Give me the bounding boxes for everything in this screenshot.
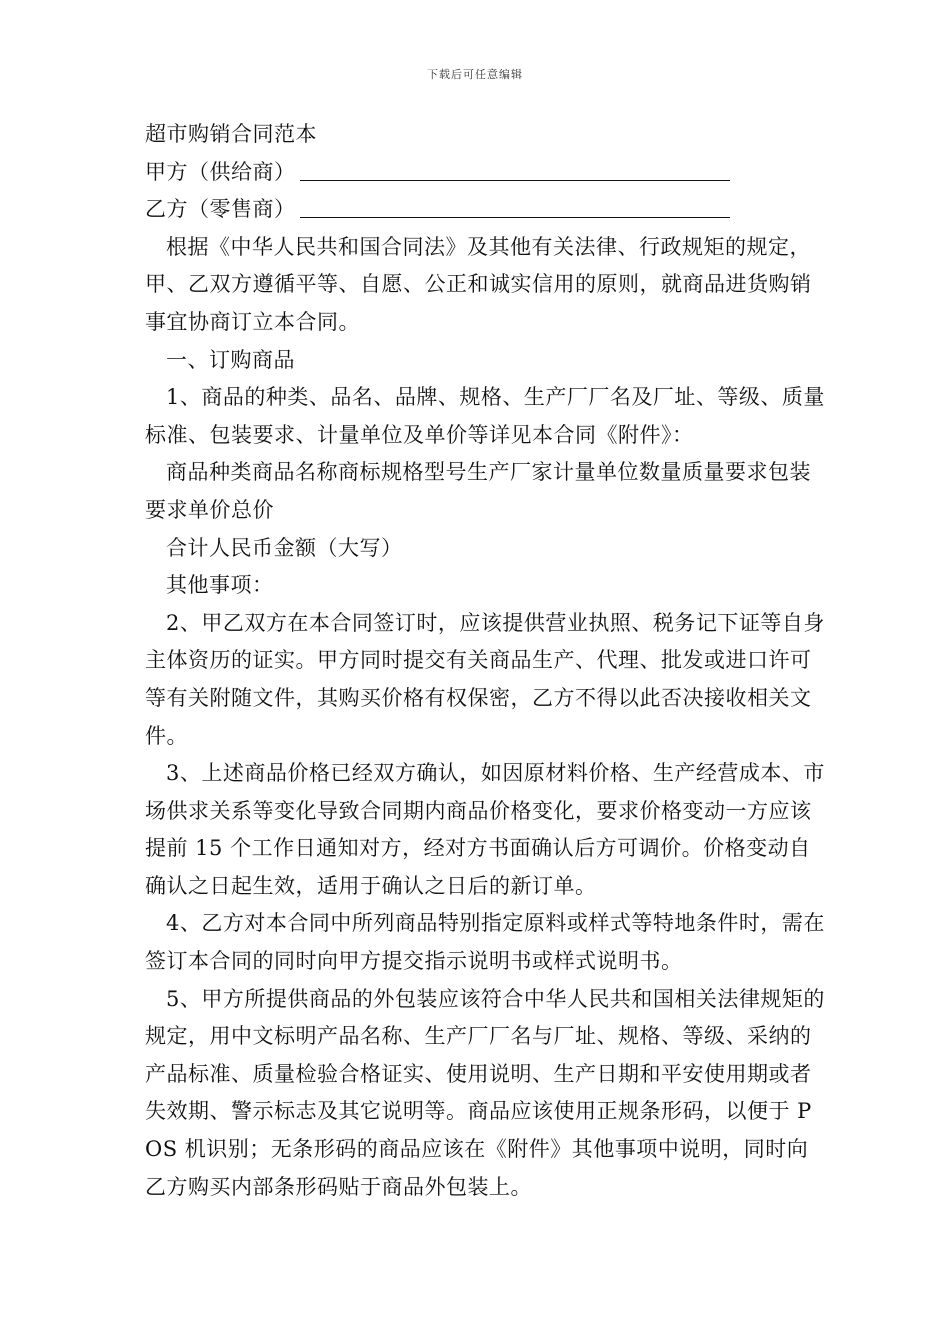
clause-1: 1、商品的种类、品名、品牌、规格、生产厂厂名及厂址、等级、质量标准、包装要求、计量单位及单价等详见本合同《附件》：	[145, 385, 825, 447]
other-items-line: 其他事项：	[166, 573, 274, 598]
table-columns-text: 商品种类商品名称商标规格型号生产厂家计量单位数量质量要求包装要求单价总价	[145, 460, 811, 522]
party-b-label: 乙方（零售商）	[145, 197, 296, 222]
party-b-line	[145, 191, 825, 229]
party-b-blank	[300, 195, 730, 218]
clause-2: 2、甲乙双方在本合同签订时，应该提供营业执照、税务记下证等自身主体资历的证实。甲方同时提交有关商品生产、代理、批发或进口许可等有关附随文件，其购买价格有权保密，乙方不得以此否决接收相关文件。	[145, 610, 825, 748]
document-title: 超市购销合同范本	[145, 122, 317, 146]
document-body	[145, 116, 825, 1206]
page-header: 下载后可任意编辑	[427, 68, 523, 81]
clause-3: 3、上述商品价格已经双方确认，如因原材料价格、生产经营成本、市场供求关系等变化导致合同期内商品价格变化，要求价格变动一方应该提前 15 个工作日通知对方，经对方书面确认后方可调价。价格变动自确认之日起生效，适用于确认之日后的新订单。	[145, 761, 825, 898]
section-heading: 一、订购商品	[166, 347, 295, 372]
party-a-line	[145, 154, 825, 192]
party-a-blank	[300, 158, 730, 181]
clause-4: 4、乙方对本合同中所列商品特别指定原料或样式等特地条件时，需在签订本合同的同时向甲方提交指示说明书或样式说明书。	[145, 911, 825, 974]
intro-paragraph: 根据《中华人民共和国合同法》及其他有关法律、行政规矩的规定，甲、乙双方遵循平等、自愿、公正和诚实信用的原则，就商品进货购销事宜协商订立本合同。	[145, 234, 812, 334]
party-a-label: 甲方（供给商）	[145, 159, 296, 184]
clause-5: 5、甲方所提供商品的外包装应该符合中华人民共和国相关法律规矩的规定，用中文标明产品名称、生产厂厂名与厂址、规格、等级、采纳的产品标准、质量检验合格证实、使用说明、生产日期和平安使用期或者失效期、警示标志及其它说明等。商品应该使用正规条形码，以便于 POS 机识别；无条形码的商品应该在《附件》其他事项中说明，同时向乙方购买内部条形码贴于商品外包装上。	[145, 986, 825, 1199]
total-amount-line: 合计人民币金额（大写）	[166, 535, 403, 560]
